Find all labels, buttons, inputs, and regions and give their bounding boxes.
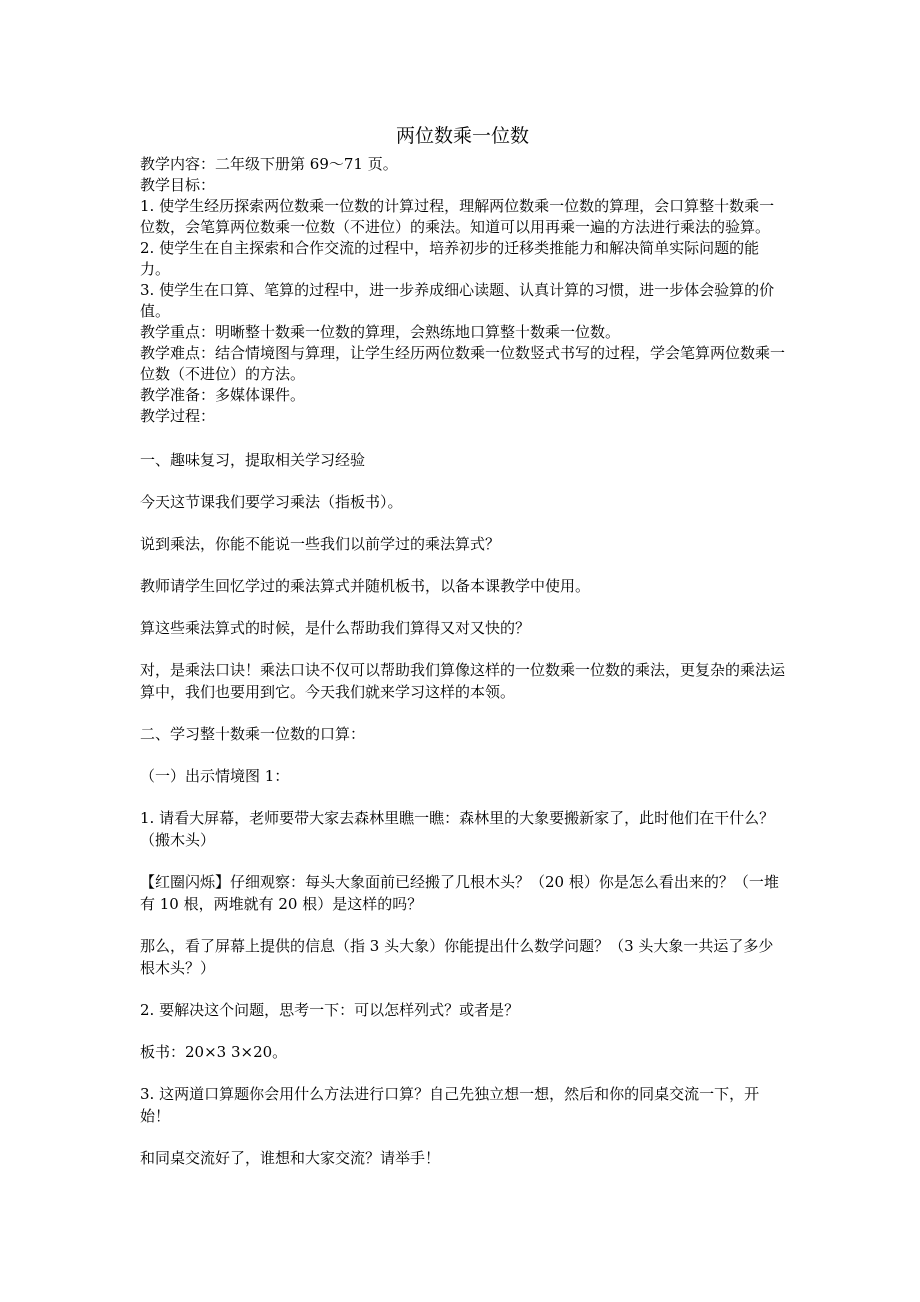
sub-heading-1: （一）出示情境图 1： (140, 767, 290, 785)
paragraph: 教师请学生回忆学过的乘法算式并随机板书，以备本课教学中使用。 (140, 577, 591, 595)
key-point: 教学重点：明晰整十数乘一位数的算理，会熟练地口算整十数乘一位数。 (140, 323, 621, 341)
paragraph: 对，是乘法口诀！乘法口诀不仅可以帮助我们算像这样的一位数乘一位数的乘法，更复杂的乘法运算中，我们也要用到它。今天我们就来学习这样的本领。 (140, 661, 786, 701)
preparation: 教学准备：多媒体课件。 (140, 386, 306, 404)
paragraph: 说到乘法，你能不能说一些我们以前学过的乘法算式？ (140, 535, 501, 553)
difficulty: 教学难点：结合情境图与算理，让学生经历两位数乘一位数竖式书写的过程，学会笔算两位数乘一位数（不进位）的方法。 (140, 344, 786, 383)
paragraph: 板书：20×3 3×20。 (140, 1043, 288, 1061)
teaching-goals-label: 教学目标： (140, 176, 216, 194)
process-label: 教学过程： (140, 407, 216, 425)
paragraph: 【红圈闪烁】仔细观察：每头大象面前已经搬了几根木头？（20 根）你是怎么看出来的？（一堆有 10 根，两堆就有 20 根）是这样的吗？ (140, 873, 779, 913)
teaching-content: 教学内容：二年级下册第 69～71 页。 (140, 155, 398, 173)
section-heading-1: 一、趣味复习，提取相关学习经验 (140, 451, 366, 469)
goal-2: 2. 使学生在自主探索和合作交流的过程中，培养初步的迁移类推能力和解决简单实际问题的能力。 (140, 239, 760, 278)
paragraph: 1. 请看大屏幕，老师要带大家去森林里瞧一瞧：森林里的大象要搬新家了，此时他们在干什么？（搬木头） (140, 809, 775, 849)
paragraph: 3. 这两道口算题你会用什么方法进行口算？自己先独立想一想，然后和你的同桌交流一下，开始！ (140, 1085, 760, 1125)
section-heading-2: 二、学习整十数乘一位数的口算： (140, 725, 366, 743)
paragraph: 那么，看了屏幕上提供的信息（指 3 头大象）你能提出什么数学问题？（3 头大象一共运了多少根木头？） (140, 937, 774, 977)
goal-3: 3. 使学生在口算、笔算的过程中，进一步养成细心读题、认真计算的习惯，进一步体会验算的价值。 (140, 281, 775, 320)
paragraph: 和同桌交流好了，谁想和大家交流？请举手！ (140, 1149, 441, 1167)
paragraph: 算这些乘法算式的时候，是什么帮助我们算得又对又快的？ (140, 619, 531, 637)
goal-1: 1. 使学生经历探索两位数乘一位数的计算过程，理解两位数乘一位数的算理，会口算整十数乘一位数，会笔算两位数乘一位数（不进位）的乘法。知道可以用再乘一遍的方法进行乘法的验算。 (140, 197, 775, 236)
lesson-header (140, 154, 785, 427)
page-title: 两位数乘一位数 (395, 125, 529, 147)
paragraph: 今天这节课我们要学习乘法（指板书）。 (140, 493, 403, 511)
document-page (140, 122, 785, 1169)
paragraph: 2. 要解决这个问题，思考一下：可以怎样列式？或者是？ (140, 1001, 520, 1019)
